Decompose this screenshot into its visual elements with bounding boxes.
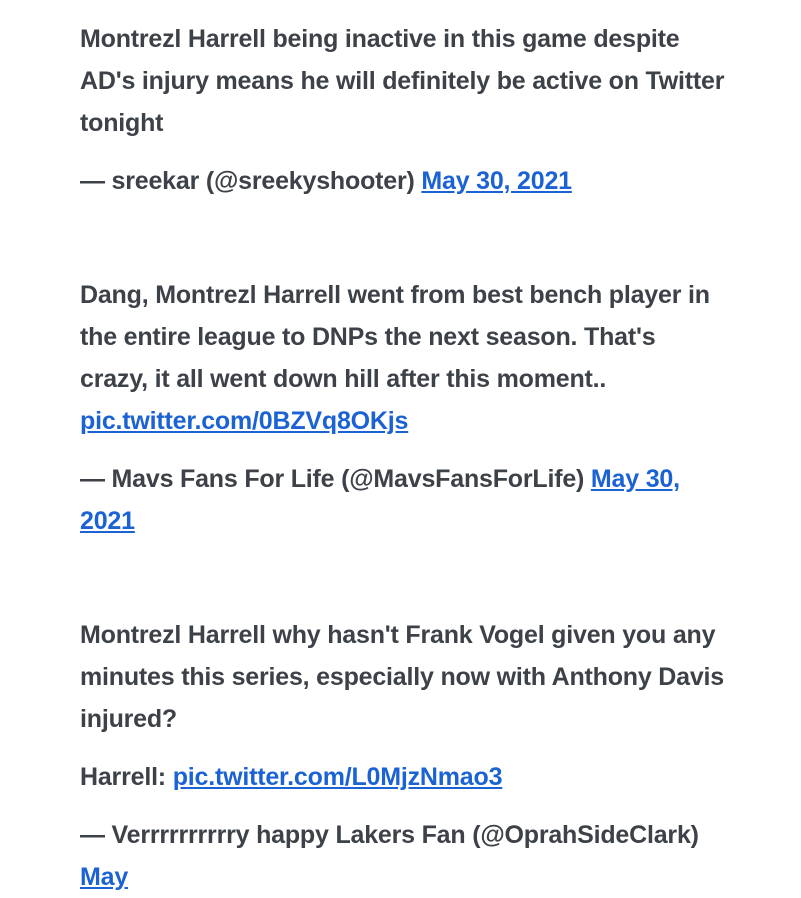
spacer: [80, 798, 729, 814]
tweet-text: [80, 274, 729, 442]
tweet-date-link[interactable]: May 30, 2021: [80, 465, 680, 535]
tweet-text-body: Dang, Montrezl Harrell went from best bench player in the entire league to DNPs the next season. That's crazy, it all went down hill after this moment..: [80, 281, 710, 393]
tweet-text: Montrezl Harrell being inactive in this game despite AD's injury means he will definitely be active on Twitter tonight: [80, 25, 725, 137]
tweet-quote-2: [80, 274, 729, 542]
tweet-author: — Verrrrrrrrrry happy Lakers Fan (@OprahSideClark): [80, 821, 699, 849]
spacer: [80, 236, 729, 274]
tweet-attribution: [80, 160, 729, 202]
spacer: [80, 576, 729, 614]
tweet-date-link[interactable]: May: [80, 863, 129, 891]
tweet-author: — Mavs Fans For Life (@MavsFansForLife): [80, 465, 591, 493]
pic-twitter-link[interactable]: pic.twitter.com/0BZVq8OKjs: [80, 407, 409, 435]
tweet-quote-3: [80, 614, 729, 898]
tweet-quote-1: [80, 18, 729, 202]
tweet-text: Montrezl Harrell why hasn't Frank Vogel given you any minutes this series, especially now with Anthony Davis injured?: [80, 621, 725, 733]
spacer: [80, 740, 729, 756]
tweet-date-link[interactable]: May 30, 2021: [421, 167, 572, 195]
spacer: [80, 144, 729, 160]
tweet-reply-line: [80, 756, 729, 798]
spacer: [80, 442, 729, 458]
tweet-author: — sreekar (@sreekyshooter): [80, 167, 422, 195]
reply-label: Harrell:: [80, 763, 173, 791]
tweet-attribution: [80, 814, 729, 898]
pic-twitter-link[interactable]: pic.twitter.com/L0MjzNmao3: [172, 763, 503, 791]
tweet-attribution: [80, 458, 729, 542]
